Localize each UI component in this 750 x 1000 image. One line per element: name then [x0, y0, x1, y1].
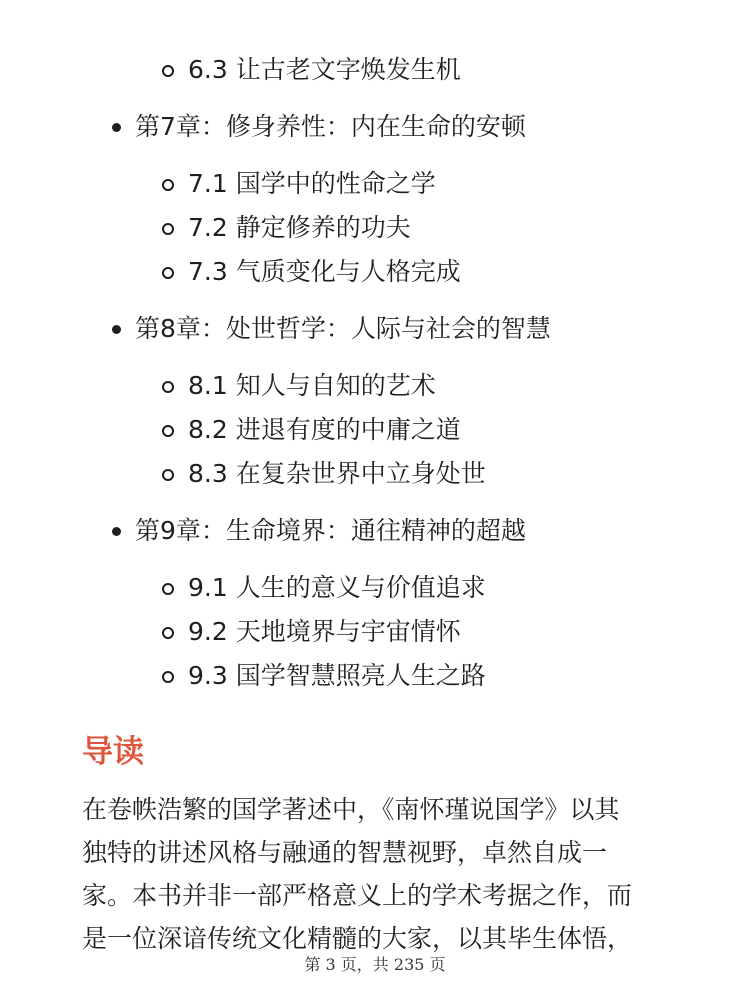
toc-section-9-3: 9.3 国学智慧照亮人生之路 [188, 661, 486, 690]
circle-bullet-icon [162, 223, 174, 235]
intro-heading: 导读 [82, 734, 144, 770]
toc-section-9-1: 9.1 人生的意义与价值追求 [188, 573, 486, 602]
paragraph-line: 是一位深谙传统文化精髓的大家，以其毕生体悟， [82, 924, 633, 953]
circle-bullet-icon [162, 65, 174, 77]
paragraph-line: 在卷帙浩繁的国学著述中，《南怀瑾说国学》以其 [82, 795, 620, 824]
circle-bullet-icon [162, 425, 174, 437]
disc-bullet-icon [112, 325, 121, 334]
toc-section-7-1: 7.1 国学中的性命之学 [188, 169, 436, 198]
circle-bullet-icon [162, 381, 174, 393]
toc-section-7-2: 7.2 静定修养的功夫 [188, 213, 411, 242]
toc-section-8-3: 8.3 在复杂世界中立身处世 [188, 459, 486, 488]
circle-bullet-icon [162, 179, 174, 191]
toc-chapter-7: 第7章：修身养性：内在生命的安顿 [135, 112, 526, 141]
toc-chapter-9: 第9章：生命境界：通往精神的超越 [135, 516, 526, 545]
circle-bullet-icon [162, 267, 174, 279]
toc-chapter-8: 第8章：处世哲学：人际与社会的智慧 [135, 314, 551, 343]
toc-section-9-2: 9.2 天地境界与宇宙情怀 [188, 617, 461, 646]
circle-bullet-icon [162, 627, 174, 639]
paragraph-line: 家。本书并非一部严格意义上的学术考据之作，而 [82, 881, 633, 910]
disc-bullet-icon [112, 527, 121, 536]
toc-section-6-3: 6.3 让古老文字焕发生机 [188, 55, 461, 84]
paragraph-line: 独特的讲述风格与融通的智慧视野，卓然自成一 [82, 838, 608, 867]
page-number-footer: 第 3 页，共 235 页 [304, 955, 446, 974]
toc-section-7-3: 7.3 气质变化与人格完成 [188, 257, 461, 286]
toc-section-8-1: 8.1 知人与自知的艺术 [188, 371, 436, 400]
circle-bullet-icon [162, 583, 174, 595]
toc-section-8-2: 8.2 进退有度的中庸之道 [188, 415, 461, 444]
circle-bullet-icon [162, 469, 174, 481]
disc-bullet-icon [112, 123, 121, 132]
intro-paragraph [82, 788, 672, 960]
circle-bullet-icon [162, 671, 174, 683]
